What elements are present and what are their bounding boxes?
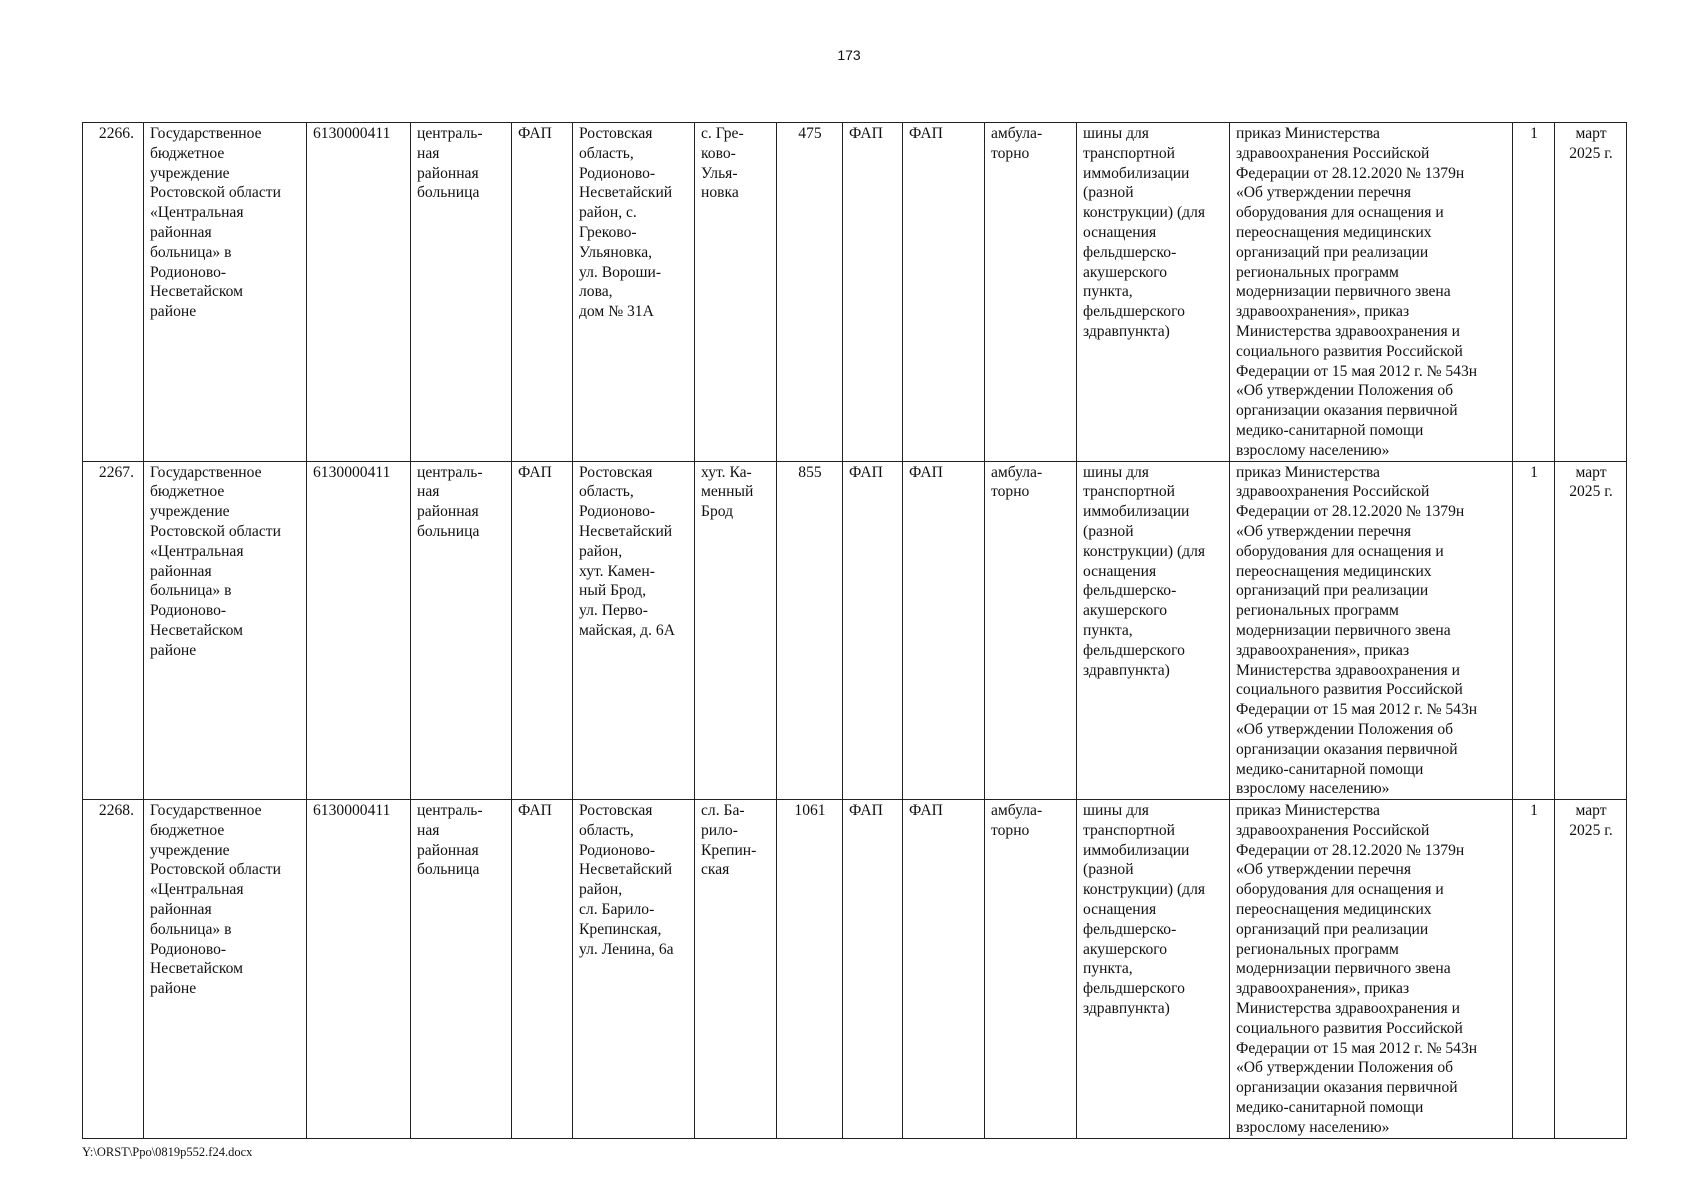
locality: с. Гре- ково- Улья- новка	[695, 123, 777, 462]
deadline: март 2025 г.	[1555, 800, 1627, 1139]
organization-type: централь- ная районная больница	[411, 800, 512, 1139]
deadline: март 2025 г.	[1555, 461, 1627, 800]
facility-subtype: ФАП	[903, 461, 985, 800]
equipment: шины для транспортной иммобилизации (разной конструкции) (для оснащения фельдшерско- акушерского пункта, фельдшерского здравпункта)	[1077, 461, 1230, 800]
deadline: март 2025 г.	[1555, 123, 1627, 462]
population: 475	[777, 123, 843, 462]
care-mode: амбула- торно	[985, 461, 1077, 800]
row-number: 2266.	[83, 123, 144, 462]
equipment: шины для транспортной иммобилизации (разной конструкции) (для оснащения фельдшерско- акушерского пункта, фельдшерского здравпункта)	[1077, 123, 1230, 462]
table-row	[83, 123, 1627, 462]
inn-code: 6130000411	[307, 123, 411, 462]
address: Ростовская область, Родионово- Несветайский район, хут. Камен- ный Брод, ул. Перво- майская, д. 6А	[573, 461, 695, 800]
page-number: 173	[837, 47, 861, 63]
organization-name: Государственное бюджетное учреждение Ростовской области «Центральная районная больница» в Родионово- Несветайском районе	[144, 800, 307, 1139]
address: Ростовская область, Родионово- Несветайский район, с. Греково- Ульяновка, ул. Вороши- лова, дом № 31А	[573, 123, 695, 462]
population: 1061	[777, 800, 843, 1139]
organization-name: Государственное бюджетное учреждение Ростовской области «Центральная районная больница» в Родионово- Несветайском районе	[144, 461, 307, 800]
locality: сл. Ба- рило- Крепин- ская	[695, 800, 777, 1139]
inn-code: 6130000411	[307, 461, 411, 800]
facility-subtype: ФАП	[903, 800, 985, 1139]
equipment: шины для транспортной иммобилизации (разной конструкции) (для оснащения фельдшерско- акушерского пункта, фельдшерского здравпункта)	[1077, 800, 1230, 1139]
quantity: 1	[1513, 123, 1555, 462]
population: 855	[777, 461, 843, 800]
facility-type: ФАП	[843, 800, 903, 1139]
care-mode: амбула- торно	[985, 800, 1077, 1139]
row-number: 2267.	[83, 461, 144, 800]
locality: хут. Ка- менный Брод	[695, 461, 777, 800]
address: Ростовская область, Родионово- Несветайский район, сл. Барило- Крепинская, ул. Ленина, 6а	[573, 800, 695, 1139]
legal-basis: приказ Министерства здравоохранения Российской Федерации от 28.12.2020 № 1379н «Об утверждении перечня оборудования для оснащения и переоснащения медицинских организаций при реализации региональных программ модернизации первичного звена здравоохранения», приказ Министерства здравоохранения и социального развития Российской Федерации от 15 мая 2012 г. № 543н «Об утверждении Положения об организации оказания первичной медико-санитарной помощи взрослому населению»	[1230, 461, 1513, 800]
footer-file-path: Y:\ORST\Ppo\0819p552.f24.docx	[82, 1145, 253, 1159]
table-row	[83, 461, 1627, 800]
legal-basis: приказ Министерства здравоохранения Российской Федерации от 28.12.2020 № 1379н «Об утверждении перечня оборудования для оснащения и переоснащения медицинских организаций при реализации региональных программ модернизации первичного звена здравоохранения», приказ Министерства здравоохранения и социального развития Российской Федерации от 15 мая 2012 г. № 543н «Об утверждении Положения об организации оказания первичной медико-санитарной помощи взрослому населению»	[1230, 800, 1513, 1139]
facility-type: ФАП	[843, 461, 903, 800]
facility-type: ФАП	[843, 123, 903, 462]
unit-type: ФАП	[512, 800, 573, 1139]
facility-subtype: ФАП	[903, 123, 985, 462]
care-mode: амбула- торно	[985, 123, 1077, 462]
organization-type: централь- ная районная больница	[411, 123, 512, 462]
row-number: 2268.	[83, 800, 144, 1139]
inn-code: 6130000411	[307, 800, 411, 1139]
quantity: 1	[1513, 800, 1555, 1139]
table-row	[83, 800, 1627, 1139]
organization-name: Государственное бюджетное учреждение Ростовской области «Центральная районная больница» в Родионово- Несветайском районе	[144, 123, 307, 462]
equipment-table	[82, 122, 1627, 1139]
organization-type: централь- ная районная больница	[411, 461, 512, 800]
legal-basis: приказ Министерства здравоохранения Российской Федерации от 28.12.2020 № 1379н «Об утверждении перечня оборудования для оснащения и переоснащения медицинских организаций при реализации региональных программ модернизации первичного звена здравоохранения», приказ Министерства здравоохранения и социального развития Российской Федерации от 15 мая 2012 г. № 543н «Об утверждении Положения об организации оказания первичной медико-санитарной помощи взрослому населению»	[1230, 123, 1513, 462]
unit-type: ФАП	[512, 123, 573, 462]
unit-type: ФАП	[512, 461, 573, 800]
quantity: 1	[1513, 461, 1555, 800]
